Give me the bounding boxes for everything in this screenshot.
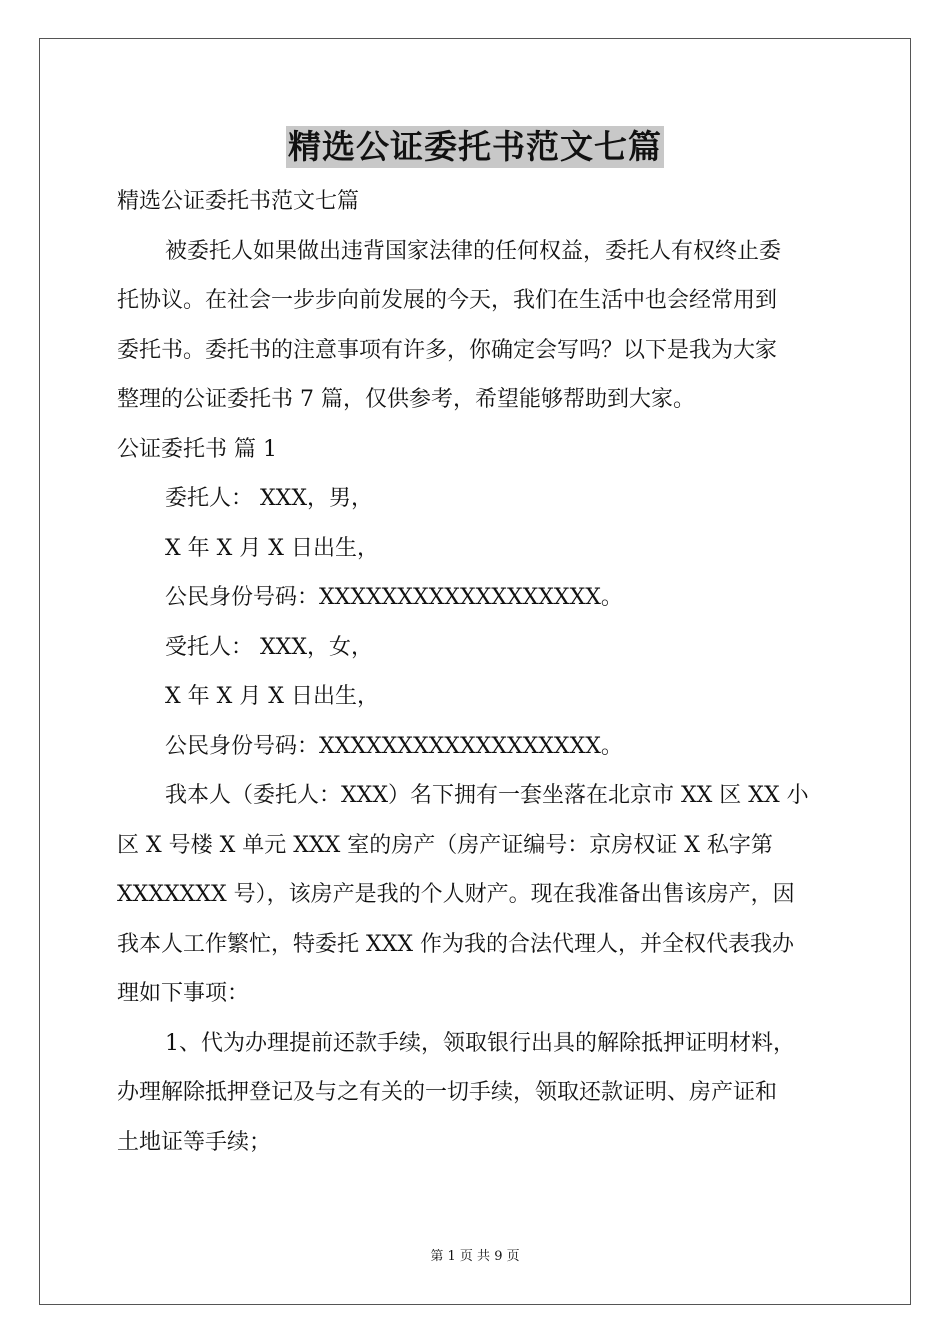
line-2: 托协议。在社会一步步向前发展的今天，我们在生活中也会经常用到: [117, 288, 778, 313]
line-1: 被委托人如果做出违背国家法律的任何权益，委托人有权终止委: [165, 238, 782, 264]
line-17: 1、代为办理提前还款手续，领取银行出具的解除抵押证明材料，: [165, 1030, 795, 1056]
line-16: 理如下事项：: [117, 981, 250, 1006]
line-6: 委托人： XXX，男，: [165, 486, 373, 511]
line-18: 办理解除抵押登记及与之有关的一切手续，领取还款证明、房产证和: [117, 1080, 778, 1105]
document-title: 精选公证委托书范文七篇: [288, 127, 662, 166]
line-11: 公民身份号码：XXXXXXXXXXXXXXXXXX。: [165, 733, 623, 759]
page-footer: 第 1 页 共 9 页: [430, 1249, 520, 1264]
line-3: 委托书。委托书的注意事项有许多，你确定会写吗？以下是我为大家: [117, 337, 778, 363]
line-8: 公民身份号码：XXXXXXXXXXXXXXXXXX。: [165, 585, 623, 610]
line-15: 我本人工作繁忙，特委托 XXX 作为我的合法代理人，并全权代表我办: [117, 931, 794, 957]
line-0: 精选公证委托书范文七篇: [117, 189, 360, 214]
title-container: [0, 126, 950, 168]
document-body: [117, 177, 837, 1167]
line-19: 土地证等手续；: [117, 1129, 272, 1155]
line-4: 整理的公证委托书 7 篇，仅供参考，希望能够帮助到大家。: [117, 387, 695, 412]
line-9: 受托人： XXX，女，: [165, 634, 373, 660]
line-12: 我本人（委托人：XXX）名下拥有一套坐落在北京市 XX 区 XX 小: [165, 783, 809, 808]
line-7: X 年 X 月 X 日出生，: [165, 535, 379, 561]
line-14: XXXXXXX 号），该房产是我的个人财产。现在我准备出售该房产，因: [117, 882, 795, 907]
line-13: 区 X 号楼 X 单元 XXX 室的房产（房产证编号：京房权证 X 私字第: [117, 832, 773, 858]
line-10: X 年 X 月 X 日出生，: [165, 684, 379, 709]
line-5: 公证委托书 篇 1: [117, 436, 277, 462]
